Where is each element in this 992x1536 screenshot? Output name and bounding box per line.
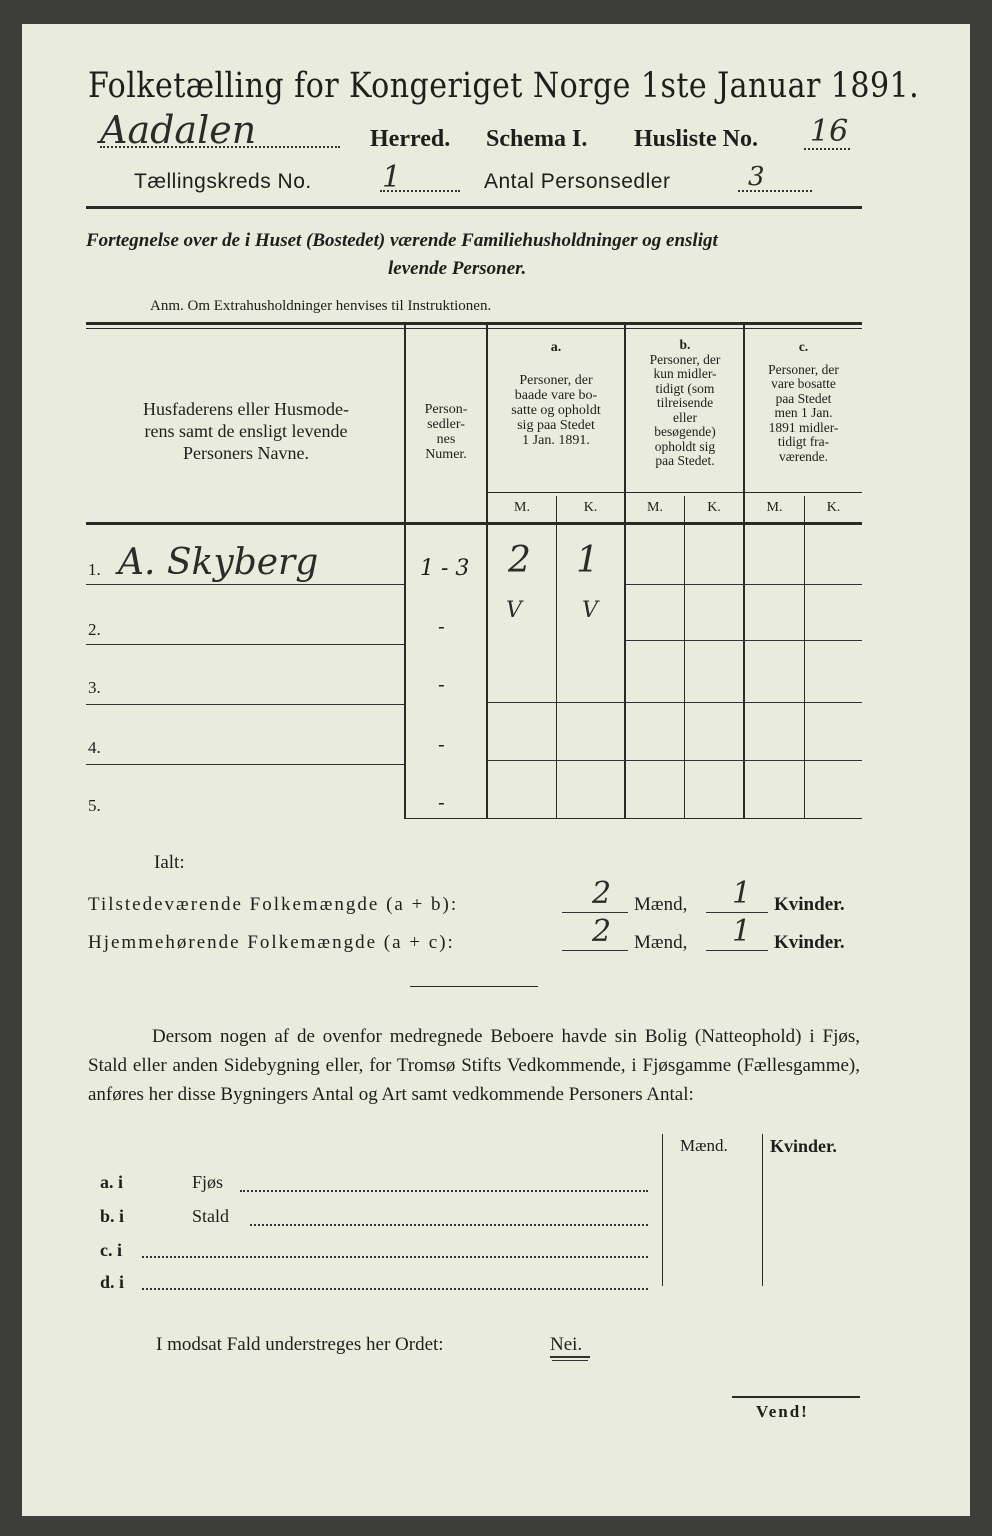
col-b-l2: kun midler- bbox=[653, 366, 717, 381]
herred-dots bbox=[100, 146, 340, 148]
buildings-col-divider-2 bbox=[762, 1134, 763, 1286]
col-b-letter: b. bbox=[679, 337, 691, 352]
table-top-rule-2 bbox=[86, 328, 862, 329]
building-d-label: d. i bbox=[100, 1272, 125, 1292]
col-b-l3: tidigt (som bbox=[655, 380, 715, 396]
c-k-header: K. bbox=[826, 500, 841, 515]
col-b-l1: Personer, der bbox=[649, 351, 721, 367]
col-num-l1: Person- bbox=[424, 402, 468, 417]
col-c-l5: 1891 midler- bbox=[768, 419, 839, 435]
col-name-l1: Husfaderens eller Husmode- bbox=[143, 399, 349, 419]
tilstede-k: 1 bbox=[732, 876, 752, 911]
col-a-l4: sig paa Stedet bbox=[517, 418, 595, 433]
row-3-sedler: - bbox=[438, 672, 445, 696]
row-1-line bbox=[86, 584, 404, 585]
mk-divider-c bbox=[804, 496, 805, 818]
col-c-l2: vare bosatte bbox=[771, 376, 836, 391]
row-2-sedler: - bbox=[438, 614, 445, 638]
header-rule bbox=[86, 206, 862, 209]
mk-divider-b bbox=[684, 496, 685, 818]
row-4-line-right bbox=[488, 760, 862, 761]
c-m-header: M. bbox=[766, 500, 783, 515]
tilstede-kvinder: Kvinder. bbox=[774, 894, 845, 915]
personsedler-value: 3 bbox=[748, 162, 765, 192]
hjemme-k-line bbox=[706, 950, 768, 951]
row-5-sedler: - bbox=[438, 790, 445, 814]
buildings-paragraph: Dersom nogen af de ovenfor medregnede Beboere havde sin Bolig (Natteophold) i Fjøs, Stald eller anden Sidebygning eller, for Tromsø Stifts Vedkommende, i Fjøsgamme (Fællesgamme), anføres her disse Bygningers Antal og Art samt vedkommende Personers Antal: bbox=[88, 1026, 860, 1105]
row-5-number: 5. bbox=[88, 796, 101, 815]
page-title: Folketælling for Kongeriget Norge 1ste Januar 1891. bbox=[88, 66, 920, 106]
row-1-line-right bbox=[626, 584, 862, 585]
row-4-sedler: - bbox=[438, 732, 445, 756]
ialt-label: Ialt: bbox=[154, 852, 185, 873]
husliste-label: Husliste No. bbox=[634, 126, 759, 152]
row-4-number: 4. bbox=[88, 738, 101, 757]
row-2-number: 2. bbox=[88, 620, 101, 639]
row-2-a-k-check: V bbox=[582, 598, 598, 623]
row-1-a-m: 2 bbox=[508, 540, 531, 581]
kreds-dots bbox=[380, 190, 460, 192]
building-b-label: b. i bbox=[100, 1206, 125, 1226]
table-top-rule bbox=[86, 322, 862, 325]
tilstede-k-line bbox=[706, 912, 768, 913]
tilstede-maend: Mænd, bbox=[634, 894, 688, 915]
row-3-number: 3. bbox=[88, 678, 101, 697]
col-c-l7: værende. bbox=[778, 448, 829, 464]
personsedler-label: Antal Personsedler bbox=[484, 170, 671, 193]
row-2-line bbox=[86, 644, 404, 645]
building-b-name: Stald bbox=[192, 1206, 230, 1226]
mk-divider-a bbox=[556, 496, 557, 818]
a-m-header: M. bbox=[514, 500, 530, 515]
kreds-label: Tællingskreds No. bbox=[134, 170, 312, 193]
row-1-name: A. Skyberg bbox=[118, 542, 319, 583]
nei-word: Nei. bbox=[550, 1334, 583, 1355]
tilstede-m-line bbox=[562, 912, 628, 913]
hjemme-m-line bbox=[562, 950, 628, 951]
row-4-line bbox=[86, 764, 404, 765]
row-2-a-m-check: V bbox=[506, 598, 522, 623]
col-b-l8: paa Stedet. bbox=[655, 453, 715, 468]
tilstede-m: 2 bbox=[592, 876, 612, 911]
header-bottom-rule bbox=[86, 522, 862, 525]
col-a-l1: Personer, der bbox=[519, 373, 593, 388]
herred-value: Aadalen bbox=[100, 108, 257, 152]
kreds-value: 1 bbox=[382, 160, 402, 195]
row-2-line-right bbox=[626, 640, 862, 641]
buildings-col-divider-1 bbox=[662, 1134, 663, 1286]
col-c-letter: c. bbox=[798, 339, 809, 354]
col-c-l6: tidigt fra- bbox=[777, 434, 830, 449]
maend-column-head: Mænd. bbox=[680, 1136, 728, 1155]
kvinder-column-head: Kvinder. bbox=[770, 1136, 837, 1156]
col-num-header bbox=[406, 402, 486, 462]
col-b-l4: tilreisende bbox=[656, 395, 714, 410]
building-b-dots bbox=[250, 1224, 648, 1226]
hjemme-label: Hjemmehørende Folkemængde (a + c): bbox=[88, 932, 455, 953]
col-c-header bbox=[745, 340, 862, 464]
schema-label: Schema I. bbox=[486, 126, 588, 152]
col-name-header bbox=[96, 398, 396, 464]
col-a-letter: a. bbox=[550, 340, 562, 355]
table-bottom-rule bbox=[404, 818, 862, 819]
vend-label: Vend! bbox=[756, 1402, 809, 1421]
building-a-label: a. i bbox=[100, 1172, 124, 1192]
col-a-l3: satte og opholdt bbox=[511, 403, 601, 418]
intro-line1: Fortegnelse over de i Huset (Bostedet) værende Familiehusholdninger og ensligt bbox=[86, 230, 718, 251]
col-b-l5: eller bbox=[673, 409, 697, 425]
row-1-a-k: 1 bbox=[576, 540, 599, 581]
nei-underline-2 bbox=[552, 1360, 588, 1361]
building-a-name: Fjøs bbox=[192, 1172, 224, 1192]
row-1-sedler: 1 - 3 bbox=[420, 556, 470, 581]
col-num-l2: sedler- bbox=[427, 417, 465, 432]
nei-underline-1 bbox=[550, 1356, 590, 1358]
hjemme-maend: Mænd, bbox=[634, 932, 688, 953]
modsat-text: I modsat Fald understreges her Ordet: bbox=[156, 1334, 444, 1355]
col-divider-1 bbox=[404, 325, 406, 819]
herred-label: Herred. bbox=[370, 126, 451, 152]
b-m-header: M. bbox=[647, 500, 663, 515]
hjemme-kvinder: Kvinder. bbox=[774, 932, 845, 953]
col-name-l2: rens samt de ensligt levende bbox=[144, 421, 348, 441]
col-c-l4: men 1 Jan. bbox=[774, 405, 833, 420]
building-c-label: c. i bbox=[100, 1240, 122, 1260]
building-c-dots bbox=[142, 1256, 648, 1258]
col-a-header bbox=[488, 340, 624, 448]
col-c-l3: paa Stedet bbox=[775, 390, 832, 406]
tilstede-label: Tilstedeværende Folkemængde (a + b): bbox=[88, 894, 459, 915]
anm-note: Anm. Om Extrahusholdninger henvises til Instruktionen. bbox=[150, 298, 492, 314]
mk-top-rule bbox=[488, 492, 862, 493]
section-divider bbox=[410, 986, 538, 987]
col-a-l5: 1 Jan. 1891. bbox=[522, 433, 590, 448]
row-3-line-right bbox=[488, 702, 862, 703]
col-c-l1: Personer, der bbox=[768, 361, 839, 377]
husliste-dots bbox=[804, 148, 850, 150]
col-a-l2: baade vare bo- bbox=[514, 388, 598, 403]
col-name-l3: Personers Navne. bbox=[183, 443, 309, 463]
building-a-dots bbox=[240, 1190, 648, 1192]
hjemme-k: 1 bbox=[732, 914, 752, 949]
a-k-header: K. bbox=[583, 500, 598, 515]
personsedler-dots bbox=[738, 190, 812, 192]
husliste-value: 16 bbox=[810, 114, 849, 149]
col-num-l4: Numer. bbox=[425, 447, 467, 462]
col-b-header bbox=[626, 338, 744, 469]
intro-line2: levende Personer. bbox=[388, 258, 527, 279]
row-1-number: 1. bbox=[88, 560, 101, 579]
col-b-l6: besøgende) bbox=[654, 424, 716, 439]
hjemme-m: 2 bbox=[592, 914, 612, 949]
col-b-l7: opholdt sig bbox=[654, 438, 716, 454]
b-k-header: K. bbox=[707, 500, 721, 515]
row-3-line bbox=[86, 704, 404, 705]
vend-rule bbox=[732, 1396, 860, 1398]
col-num-l3: nes bbox=[436, 432, 456, 447]
building-d-dots bbox=[142, 1288, 648, 1290]
